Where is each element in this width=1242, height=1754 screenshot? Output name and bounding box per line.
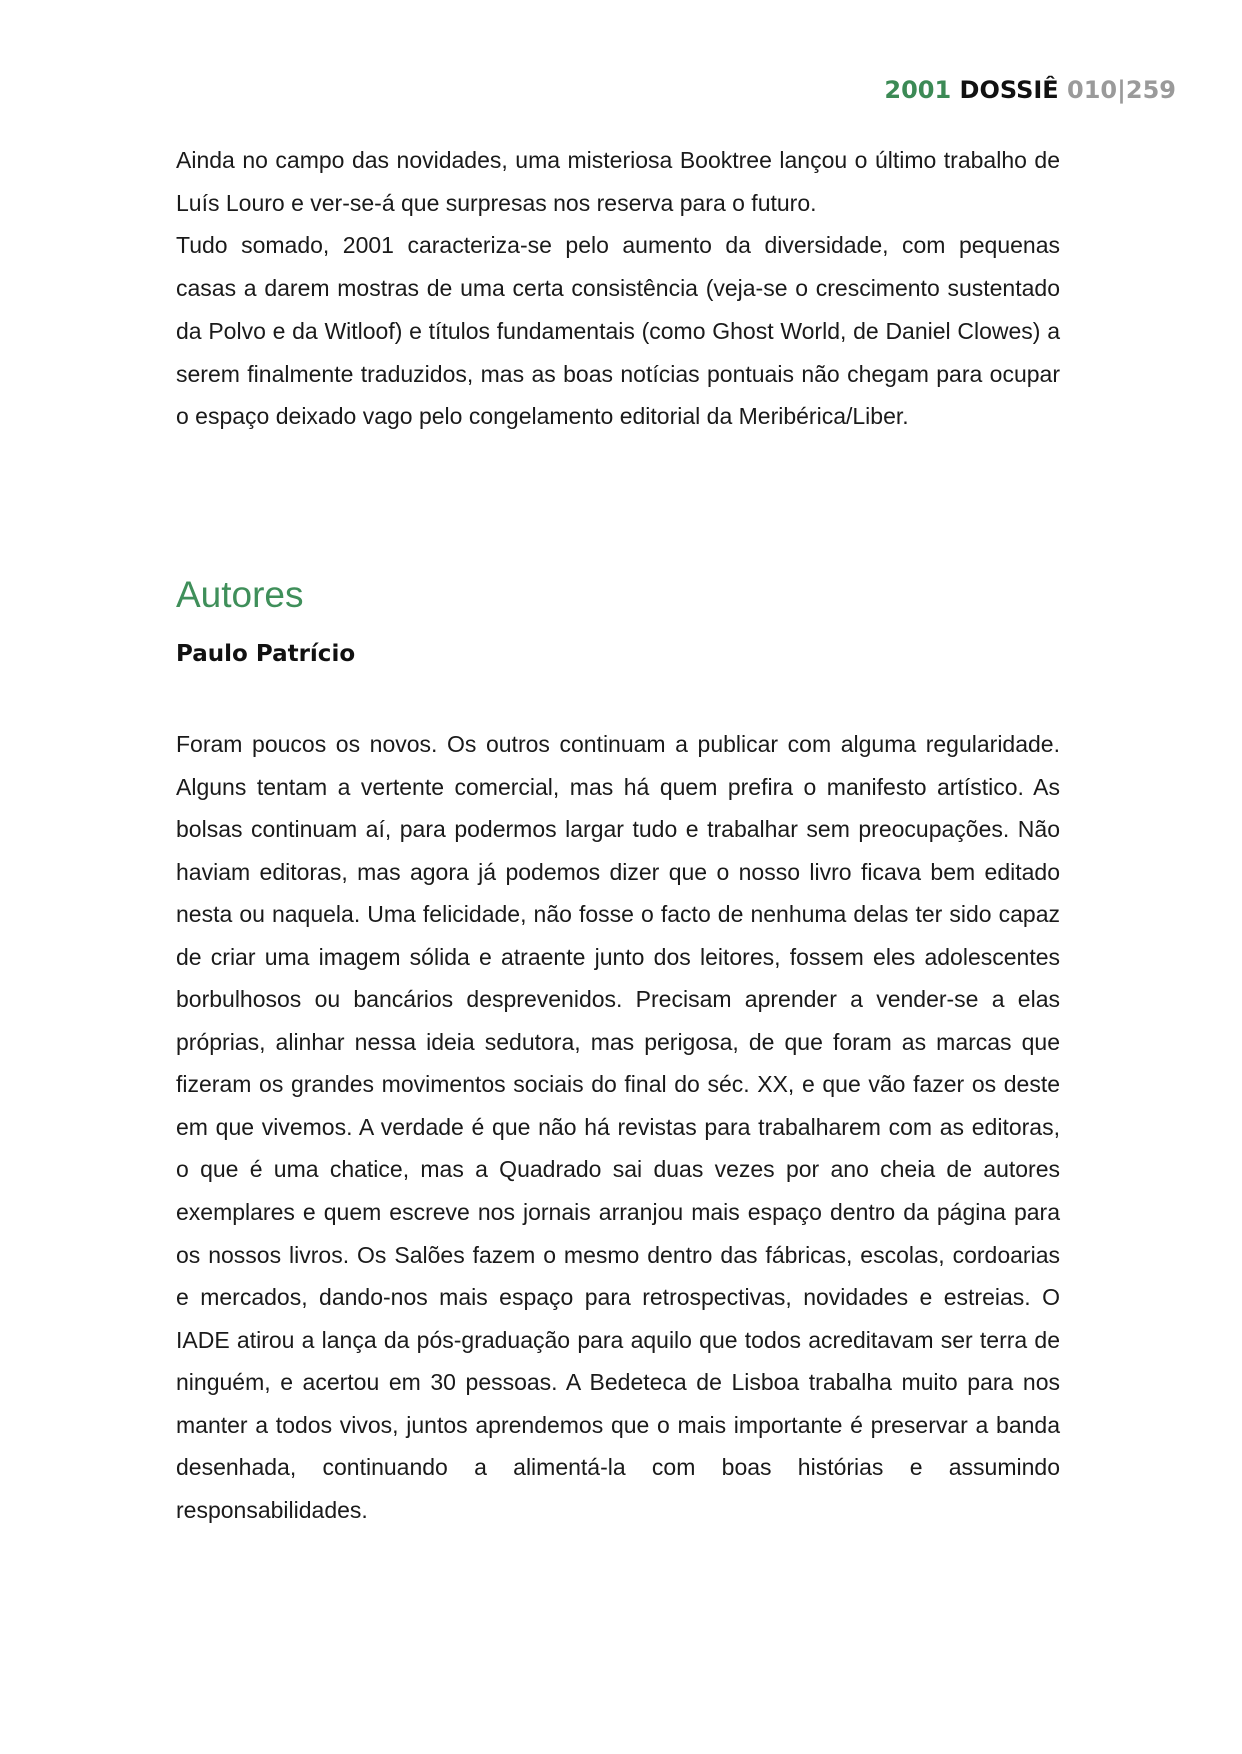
running-header — [884, 74, 1176, 106]
header-page-number: 010|259 — [1067, 76, 1176, 104]
paragraph: Ainda no campo das novidades, uma misteriosa Booktree lançou o último trabalho de Luís Louro e ver-se-á que surpresas nos reserva para o futuro. — [176, 147, 1060, 216]
paragraph: Foram poucos os novos. Os outros continuam a publicar com alguma regularidade. Alguns tentam a vertente comercial, mas há quem prefira o manifesto artístico. As bolsas continuam aí, para podermos largar tudo e trabalhar sem preocupações. Não haviam editoras, mas agora já podemos dizer que o nosso livro ficava bem editado nesta ou naquela. Uma felicidade, não fosse o facto de nenhuma delas ter sido capaz de criar uma imagem sólida e atraente junto dos leitores, fossem eles adolescentes borbulhosos ou bancários desprevenidos. Precisam aprender a vender-se a elas próprias, alinhar nessa ideia sedutora, mas perigosa, de que foram as marcas que fizeram os grandes movimentos sociais do final do séc. XX, e que vão fazer os deste em que vivemos. A verdade é que não há revistas para trabalharem com as editoras, o que é uma chatice, mas a Quadrado sai duas vezes por ano cheia de autores exemplares e quem escreve nos jornais arranjou mais espaço dentro da página para os nossos livros. Os Salões fazem o mesmo dentro das fábricas, escolas, cordoarias e mercados, dando-nos mais espaço para retrospectivas, novidades e estreias. O IADE atirou a lança da pós-graduação para aquilo que todos acreditavam ser terra de ninguém, e acertou em 30 pessoas. A Bedeteca de Lisboa trabalha muito para nos manter a todos vivos, juntos aprendemos que o mais importante é preservar a banda desenhada, continuando a alimentá-la com boas histórias e assumindo responsabilidades. — [176, 731, 1060, 1523]
header-title: DOSSIÊ — [959, 76, 1059, 104]
header-year: 2001 — [884, 76, 952, 104]
section-heading: Autores — [176, 574, 304, 615]
section-body — [176, 723, 1060, 1531]
author-name: Paulo Patrício — [176, 641, 356, 667]
paragraph: Tudo somado, 2001 caracteriza-se pelo aumento da diversidade, com pequenas casas a darem mostras de uma certa consistência (veja-se o crescimento sustentado da Polvo e da Witloof) e títulos fundamentais (como Ghost World, de Daniel Clowes) a serem finalmente traduzidos, mas as boas notícias pontuais não chegam para ocupar o espaço deixado vago pelo congelamento editorial da Meribérica/Liber. — [176, 232, 1060, 430]
intro-text — [176, 139, 1060, 438]
